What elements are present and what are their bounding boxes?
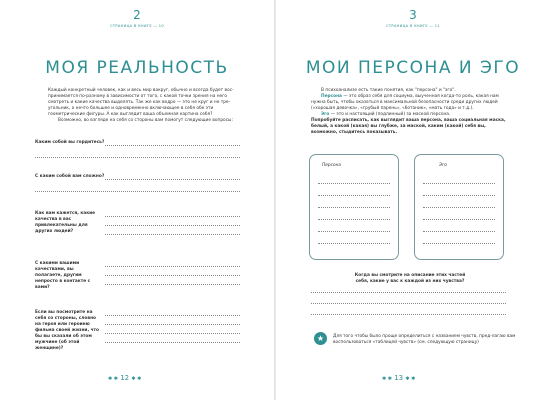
answer-line[interactable] (318, 207, 390, 208)
ego-box[interactable] (414, 154, 504, 260)
answer-line[interactable] (105, 216, 240, 217)
answer-line[interactable] (318, 195, 390, 196)
answer-line[interactable] (423, 219, 495, 220)
answer-line[interactable] (318, 183, 390, 184)
page-footer (382, 374, 415, 382)
exercise-number: 2 (133, 8, 141, 22)
answer-line[interactable] (105, 234, 240, 235)
answer-line[interactable] (423, 207, 495, 208)
ego-term: Эго (321, 112, 330, 117)
answer-line[interactable] (105, 266, 240, 267)
book-page-reference: СТРАНИЦА В КНИГЕ — 10 (110, 24, 164, 28)
answer-line[interactable] (423, 195, 495, 196)
intro-text: В психоанализе есть такие понятия, как "персона" и "эго". (321, 88, 456, 93)
exercise-number: 3 (409, 8, 417, 22)
persona-definition: — это образ себя для социума, выученная когда-то роль, какая нам нужна быть, чтобы оказаться в максимальной безопасности среди других людей («хорошая девочка», «грубый парень», «ботаник», «мать года» и т.д.). (311, 94, 499, 111)
question-2: С каким собой вам сложно? (35, 174, 105, 179)
answer-line[interactable] (423, 183, 495, 184)
book-page-reference: СТРАНИЦА В КНИГЕ — 11 (386, 24, 440, 28)
left-page (0, 0, 274, 400)
star-icon: ★ (314, 332, 327, 345)
feelings-table-note: Для того чтобы было проще определиться с названием чувств, пред-лагаю вам воспользоваться «таблицей чувств» (см. следующую страницу) (333, 334, 516, 345)
answer-line[interactable] (311, 314, 506, 315)
page-number: 13 (394, 374, 404, 382)
task-text: Попробуйте расписать, как выглядит ваша персона, ваша социальная маска, белый, а какой (какая) вы глубже, за маской, каким (какой) себя вы, возможно, стыдитесь показывать. (311, 118, 506, 135)
question-5: Если вы посмотрите на себя со стороны, словно на героя или героиню фильма своей жизни, что бы вы сказали об этом мужчине (об этой женщине)? (35, 310, 99, 351)
answer-line[interactable] (105, 333, 240, 334)
answer-line[interactable] (423, 231, 495, 232)
answer-line[interactable] (35, 157, 240, 158)
answer-line[interactable] (105, 225, 240, 226)
persona-box-label: Персона (322, 163, 342, 168)
intro-paragraph (311, 88, 511, 136)
page-title: МОИ ПЕРСОНА И ЭГО (305, 58, 521, 78)
answer-line[interactable] (105, 145, 240, 146)
intro-text: Каждый конкретный человек, как и весь мир вокруг, обычно и всегда будет вос-принимается по-разному в зависимости от того, с какой точки зрения на него смотреть и какие качества выделять. Так же как ведро — это не круг и не тре-угольник, а нечто большее и одновременно включающее в себя обе эти геометрические фигуры. А как выглядит ваша объемная картина себя? (48, 88, 234, 117)
question-4: С какими вашими качествами, вы полагаете, другим непросто в контакте с вами? (35, 261, 91, 290)
answer-line[interactable] (311, 303, 506, 304)
answer-line[interactable] (105, 179, 240, 180)
answer-line[interactable] (318, 243, 390, 244)
ego-box-label: Эго (439, 163, 447, 168)
ego-definition: — это и настоящий (подлинный) за маской персона. (329, 112, 451, 117)
page-title: МОЯ РЕАЛЬНОСТЬ (45, 58, 229, 78)
answer-line[interactable] (105, 342, 240, 343)
answer-line[interactable] (318, 219, 390, 220)
answer-line[interactable] (105, 284, 240, 285)
star-icon: ✱ ✱ (382, 376, 392, 382)
persona-term: Персона (321, 94, 342, 99)
star-icon: ✱ ✱ (108, 376, 118, 382)
question-3: Как вам кажется, какие качества в вас привлекательны для других людей? (35, 211, 96, 234)
answer-line[interactable] (105, 324, 240, 325)
intro-paragraph (48, 88, 244, 124)
star-icon: ✱ ✱ (405, 376, 416, 382)
intro-question: Возможно, во взгляде на себя со стороны вам помогут следующие вопросы: (58, 118, 233, 123)
persona-box[interactable] (309, 154, 399, 260)
answer-line[interactable] (105, 275, 240, 276)
answer-line[interactable] (105, 315, 240, 316)
page-number: 12 (120, 374, 130, 382)
page-footer (108, 374, 141, 382)
answer-line[interactable] (423, 243, 495, 244)
question-1: Каким собой вы гордитесь? (35, 140, 105, 145)
answer-line[interactable] (318, 231, 390, 232)
star-icon: ✱ ✱ (131, 376, 142, 382)
answer-line[interactable] (311, 292, 506, 293)
feelings-question: Когда вы смотрите на описание этих частей себя, какие у вас к каждой из них чувства? (354, 273, 466, 284)
answer-line[interactable] (35, 191, 240, 192)
